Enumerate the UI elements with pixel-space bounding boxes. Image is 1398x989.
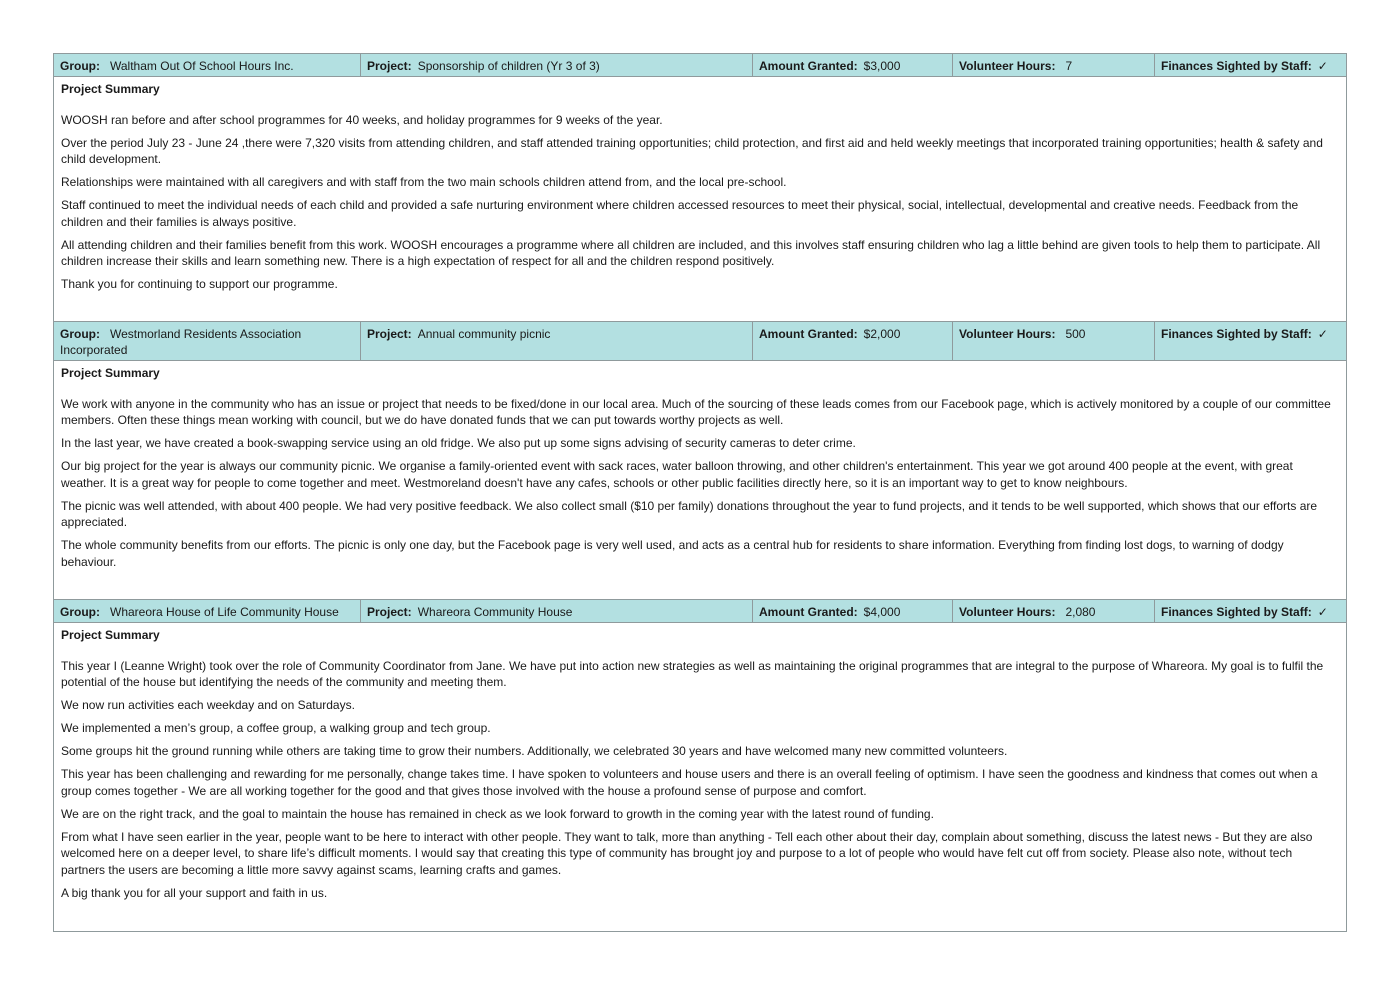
summary-paragraph: Some groups hit the ground running while others are taking time to grow their numbers. Additionally, we celebrated 30 years and have welcomed many new committed volunteers. bbox=[61, 744, 1008, 758]
amount-cell bbox=[753, 600, 953, 622]
project-summary bbox=[54, 77, 1346, 321]
project-cell bbox=[361, 322, 753, 360]
project-cell bbox=[361, 54, 753, 76]
project-label: Project: bbox=[367, 59, 412, 73]
amount-value: $4,000 bbox=[863, 605, 901, 619]
checkmark-icon: ✓ bbox=[1317, 327, 1328, 341]
group-label: Group: bbox=[60, 327, 100, 341]
hours-cell bbox=[953, 600, 1155, 622]
project-cell bbox=[361, 600, 753, 622]
project-summary bbox=[54, 623, 1346, 931]
amount-label: Amount Granted: bbox=[759, 59, 858, 73]
summary-paragraph: All attending children and their families benefit from this work. WOOSH encourages a programme where all children are included, and this involves staff ensuring children who lag a little behind are given tools to help them to participate. All children increase their skills and learn something new. There is a high expectation of respect for all and the children respond positively. bbox=[61, 237, 1321, 268]
summary-paragraph: In the last year, we have created a book-swapping service using an old fridge. We also put up some signs advising of security cameras to deter crime. bbox=[61, 436, 856, 450]
summary-heading: Project Summary bbox=[61, 82, 160, 96]
summary-paragraph: Thank you for continuing to support our programme. bbox=[61, 277, 338, 291]
hours-cell bbox=[953, 54, 1155, 76]
record-header bbox=[54, 322, 1346, 361]
summary-paragraph: We implemented a men’s group, a coffee group, a walking group and tech group. bbox=[61, 721, 491, 735]
grant-record bbox=[54, 54, 1346, 322]
record-header bbox=[54, 54, 1346, 77]
project-label: Project: bbox=[367, 605, 412, 619]
summary-paragraph: WOOSH ran before and after school programmes for 40 weeks, and holiday programmes for 9 weeks of the year. bbox=[61, 112, 663, 127]
project-name: Whareora Community House bbox=[417, 605, 573, 619]
hours-value: 500 bbox=[1065, 327, 1086, 341]
hours-label: Volunteer Hours: bbox=[959, 59, 1056, 73]
project-name: Sponsorship of children (Yr 3 of 3) bbox=[417, 59, 600, 73]
summary-paragraph: This year has been challenging and rewarding for me personally, change takes time. I have spoken to volunteers and house users and there is an overall feeling of optimism. I have seen the goodness and kindness that comes out when a group comes together - We are all working together for the good and that gives those involved with the house a profound sense of purpose and comfort. bbox=[61, 767, 1318, 798]
amount-cell bbox=[753, 322, 953, 360]
finances-label: Finances Sighted by Staff: bbox=[1161, 605, 1312, 619]
summary-paragraph: We now run activities each weekday and on Saturdays. bbox=[61, 698, 355, 712]
amount-value: $3,000 bbox=[863, 59, 901, 73]
hours-value: 2,080 bbox=[1065, 605, 1096, 619]
summary-paragraph: Over the period July 23 - June 24 ,there were 7,320 visits from attending children, and staff attended training opportunities; child protection, and first aid and held weekly meetings that incorporated training opportunities; health & safety and child development. bbox=[61, 135, 1323, 166]
amount-label: Amount Granted: bbox=[759, 327, 858, 341]
group-name: Whareora House of Life Community House bbox=[110, 605, 339, 619]
summary-paragraph: The whole community benefits from our efforts. The picnic is only one day, but the Facebook page is very well used, and acts as a central hub for residents to share information. Everything from finding lost dogs, to warning of dodgy behaviour. bbox=[61, 538, 1284, 569]
summary-paragraph: Relationships were maintained with all caregivers and with staff from the two main schools children attend from, and the local pre-school. bbox=[61, 175, 787, 189]
summary-heading: Project Summary bbox=[61, 366, 160, 380]
amount-label: Amount Granted: bbox=[759, 605, 858, 619]
summary-paragraph: The picnic was well attended, with about 400 people. We had very positive feedback. We also collect small ($10 per family) donations throughout the year to fund projects, and it tends to be well supported, which shows that our efforts are appreciated. bbox=[61, 498, 1318, 529]
hours-cell bbox=[953, 322, 1155, 360]
grant-record bbox=[54, 600, 1346, 932]
group-label: Group: bbox=[60, 59, 100, 73]
finances-cell bbox=[1155, 600, 1346, 622]
grants-report-table bbox=[53, 53, 1347, 932]
project-summary bbox=[54, 361, 1346, 599]
hours-label: Volunteer Hours: bbox=[959, 327, 1056, 341]
hours-value: 7 bbox=[1065, 59, 1073, 73]
summary-heading: Project Summary bbox=[61, 628, 160, 642]
summary-paragraph: We work with anyone in the community who has an issue or project that needs to be fixed/done in our local area. Much of the sourcing of these leads comes from our Facebook page, which is actively monitored by a couple of our committee members. Often these things mean working with council, but we do have donated funds that we can put towards worthy projects as well. bbox=[61, 396, 1331, 427]
hours-label: Volunteer Hours: bbox=[959, 605, 1056, 619]
finances-label: Finances Sighted by Staff: bbox=[1161, 327, 1312, 341]
group-name: Westmorland Residents Association Incorporated bbox=[60, 327, 302, 357]
group-cell bbox=[54, 322, 361, 360]
amount-value: $2,000 bbox=[863, 327, 901, 341]
summary-paragraph: Staff continued to meet the individual needs of each child and provided a safe nurturing environment where children accessed resources to meet their physical, social, intellectual, developmental and creative needs. Feedback from the children and their families is always positive. bbox=[61, 198, 1299, 229]
summary-paragraph: This year I (Leanne Wright) took over the role of Community Coordinator from Jane. We have put into action new strategies as well as maintaining the original programmes that are integral to the purpose of Whareora. My goal is to fulfil the potential of the house but identifying the needs of the community and meeting them. bbox=[61, 658, 1324, 689]
checkmark-icon: ✓ bbox=[1317, 59, 1328, 73]
summary-paragraph: We are on the right track, and the goal to maintain the house has remained in check as we look forward to growth in the coming year with the latest round of funding. bbox=[61, 806, 934, 821]
summary-paragraph: From what I have seen earlier in the year, people want to be here to interact with other people. They want to talk, more than anything - Tell each other about their day, complain about something, discuss the latest news - But they are also welcomed here on a deeper level, to share life’s difficult moments. I would say that creating this type of community has brought joy and purpose to a lot of people who would have felt cut off from society. Please also note, without tech partners the users are becoming a little more savvy against scams, learning crafts and games. bbox=[61, 829, 1313, 877]
amount-cell bbox=[753, 54, 953, 76]
checkmark-icon: ✓ bbox=[1317, 605, 1328, 619]
finances-label: Finances Sighted by Staff: bbox=[1161, 59, 1312, 73]
grant-record bbox=[54, 322, 1346, 600]
finances-cell bbox=[1155, 322, 1346, 360]
summary-paragraph: A big thank you for all your support and faith in us. bbox=[61, 885, 328, 900]
project-label: Project: bbox=[367, 327, 412, 341]
group-label: Group: bbox=[60, 605, 100, 619]
project-name: Annual community picnic bbox=[417, 327, 551, 341]
finances-cell bbox=[1155, 54, 1346, 76]
group-cell bbox=[54, 600, 361, 622]
group-name: Waltham Out Of School Hours Inc. bbox=[110, 59, 294, 73]
record-header bbox=[54, 600, 1346, 623]
group-cell bbox=[54, 54, 361, 76]
summary-paragraph: Our big project for the year is always our community picnic. We organise a family-oriented event with sack races, water balloon throwing, and other children's entertainment. This year we got around 400 people at the event, with great weather. It is a great way for people to come together and meet. Westmoreland doesn't have any cafes, schools or other public facilities directly here, so it is an important way to get to know neighbours. bbox=[61, 459, 1293, 490]
